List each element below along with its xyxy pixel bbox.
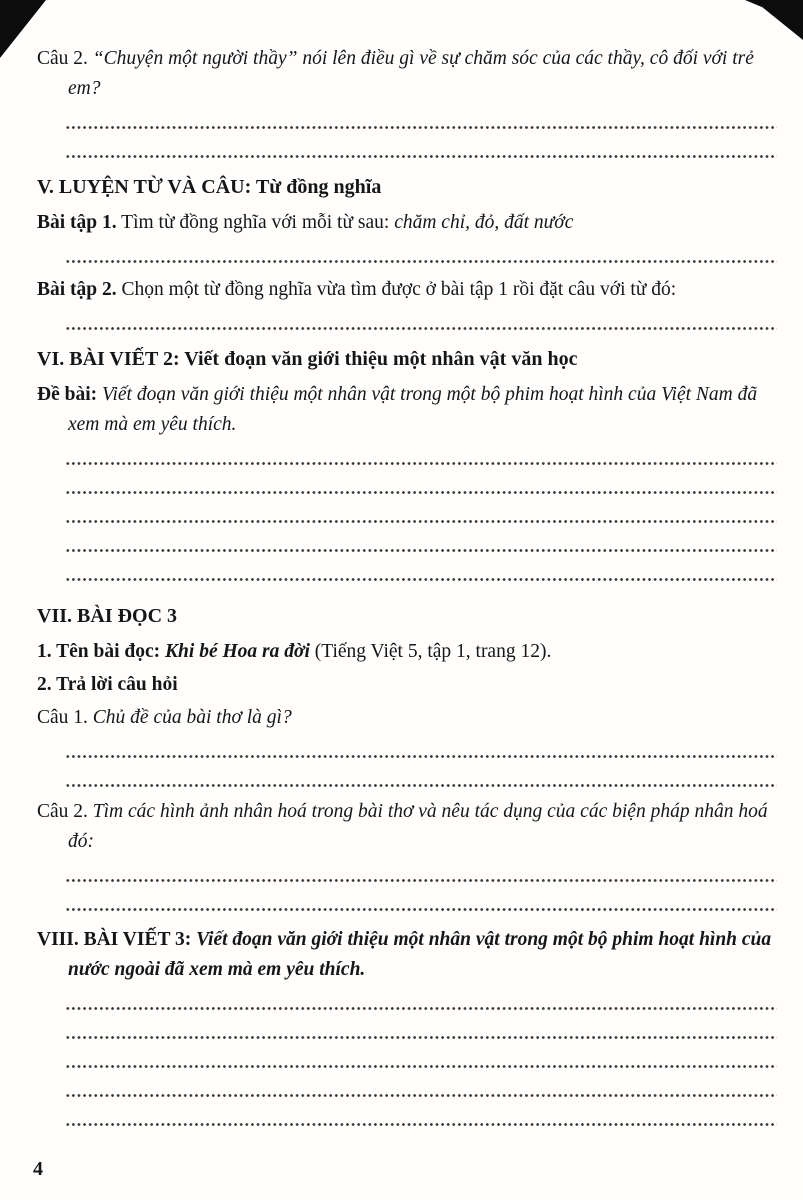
answer-dotted-line xyxy=(65,155,777,158)
exercise-2-text: Chọn một từ đồng nghĩa vừa tìm được ở bài tập 1 rồi đặt câu với từ đó: xyxy=(116,279,677,300)
answer-dotted-line xyxy=(65,549,777,552)
prompt-de-bai xyxy=(37,380,777,440)
exercise-1-text: Tìm từ đồng nghĩa với mỗi từ sau: xyxy=(116,212,395,233)
answer-dotted-line xyxy=(65,1123,777,1126)
answer-dotted-line xyxy=(65,879,777,882)
question-cau1-text: Chủ đề của bài thơ là gì? xyxy=(87,707,292,728)
section-heading-vi: VI. BÀI VIẾT 2: Viết đoạn văn giới thiệu một nhân vật văn học xyxy=(37,348,578,370)
answer-dotted-line xyxy=(65,520,777,523)
exercise-2 xyxy=(37,275,777,305)
question-cau2 xyxy=(37,797,777,857)
answer-dotted-line xyxy=(65,1094,777,1097)
exercise-1-examples: chăm chỉ, đỏ, đất nước xyxy=(394,212,574,233)
answer-dotted-line xyxy=(65,327,777,330)
answer-dotted-line xyxy=(65,1036,777,1039)
question-cau2-top xyxy=(37,44,777,104)
section-viii-text: Viết đoạn văn giới thiệu một nhân vật trong một bộ phim hoạt hình của nước ngoài đã xem mà em yêu thích. xyxy=(68,929,772,980)
prompt-text: Viết đoạn văn giới thiệu một nhân vật trong một bộ phim hoạt hình của Việt Nam đã xem mà em yêu thích. xyxy=(68,384,758,435)
answer-dotted-line xyxy=(65,491,777,494)
exercise-1-label: Bài tập 1. xyxy=(37,212,117,233)
question-cau1 xyxy=(37,703,777,733)
exercise-1 xyxy=(37,208,777,238)
section-viii-prompt xyxy=(37,925,777,985)
question-text: nói lên điều gì về sự chăm sóc của các thầy, cô đối với trẻ em? xyxy=(68,48,754,99)
exercise-2-label: Bài tập 2. xyxy=(37,279,117,300)
reading-title-label: 1. Tên bài đọc: xyxy=(37,641,166,662)
question-label: Câu 2. xyxy=(37,48,88,69)
section-heading-vii: VII. BÀI ĐỌC 3 xyxy=(37,605,178,627)
answer-dotted-line xyxy=(65,784,777,787)
answer-dotted-line xyxy=(65,462,777,465)
section-heading-v: V. LUYỆN TỪ VÀ CÂU: Từ đồng nghĩa xyxy=(37,176,382,198)
answer-dotted-line xyxy=(65,126,777,129)
answer-questions-heading: 2. Trả lời câu hỏi xyxy=(37,674,178,695)
reading-title: Khi bé Hoa ra đời xyxy=(165,641,310,662)
question-cau2-text: Tìm các hình ảnh nhân hoá trong bài thơ và nêu tác dụng của các biện pháp nhân hoá đó: xyxy=(68,801,768,852)
reading-title-source: (Tiếng Việt 5, tập 1, trang 12). xyxy=(309,641,552,662)
question-quote: “Chuyện một người thầy” xyxy=(87,48,298,69)
question-cau1-label: Câu 1. xyxy=(37,707,88,728)
page-content xyxy=(37,44,777,1126)
scan-corner-mark-right xyxy=(745,0,803,40)
question-cau2-label: Câu 2. xyxy=(37,801,88,822)
answer-dotted-line xyxy=(65,908,777,911)
prompt-label: Đề bài: xyxy=(37,384,98,405)
answer-dotted-line xyxy=(65,1065,777,1068)
answer-dotted-line xyxy=(65,260,777,263)
answer-dotted-line xyxy=(65,1007,777,1010)
reading-title-line xyxy=(37,637,777,667)
answer-dotted-line xyxy=(65,578,777,581)
answer-dotted-line xyxy=(65,755,777,758)
section-viii-label: VIII. BÀI VIẾT 3: xyxy=(37,929,192,950)
page-number: 4 xyxy=(33,1158,43,1180)
